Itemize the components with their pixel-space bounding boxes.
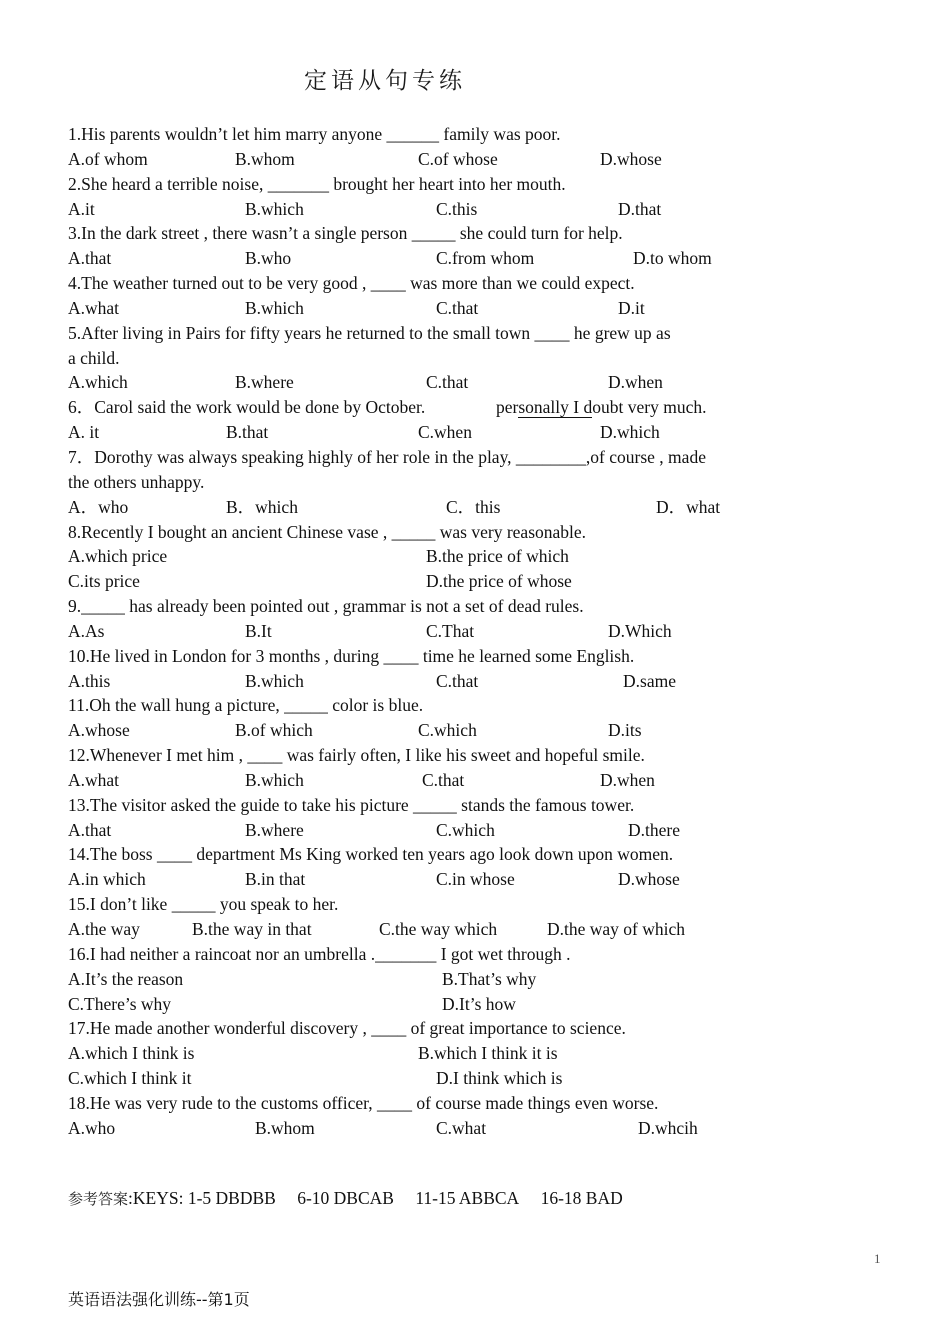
answer-option: D.Which: [608, 620, 672, 641]
question-line: 12.Whenever I met him , ____ was fairly often, I like his sweet and hopeful smile.: [68, 745, 645, 766]
options-row: [68, 246, 768, 271]
options-row: [68, 867, 768, 892]
question-text: 6．Carol said the work would be done by October.: [68, 397, 426, 418]
page-number: 1: [874, 1251, 881, 1266]
answer-option: D.the way of which: [547, 919, 686, 939]
options-row: [68, 296, 768, 321]
answer-option: C.which: [436, 819, 495, 840]
options-row: [68, 197, 768, 222]
answer-option: A.this: [68, 670, 111, 691]
question-line: 14.The boss ____ department Ms King worked ten years ago look down upon women.: [68, 844, 674, 865]
question-text-tail: [496, 395, 706, 420]
answer-option: C.the way which: [379, 919, 498, 939]
answer-option: B.which: [245, 198, 304, 219]
question-line: 15.I don’t like _____ you speak to her.: [68, 894, 339, 915]
answer-option: A.the way: [68, 919, 140, 939]
answer-option: C.its price: [68, 571, 140, 592]
options-row: [68, 992, 768, 1017]
options-row: [68, 818, 768, 843]
question-line: 2.She heard a terrible noise, _______ brought her heart into her mouth.: [68, 173, 566, 194]
answer-key-group-3: 11-15 ABBCA: [415, 1188, 520, 1208]
question-line: 13.The visitor asked the guide to take his picture _____ stands the famous tower.: [68, 794, 635, 815]
question-line: 18.He was very rude to the customs officer, ____ of course made things even worse.: [68, 1092, 659, 1113]
question-line: 1.His parents wouldn’t let him marry anyone ______ family was poor.: [68, 124, 561, 144]
question-line: 5.After living in Pairs for fifty years he returned to the small town ____ he grew up as: [68, 322, 671, 343]
options-row: [68, 544, 768, 569]
answer-option: D.whcih: [638, 1117, 698, 1138]
answer-option: C.which I think it: [68, 1068, 192, 1089]
answer-option: C.from whom: [436, 248, 535, 269]
answer-option: B.which: [245, 670, 304, 691]
answer-option: D．what: [656, 496, 721, 517]
question-line: 11.Oh the wall hung a picture, _____ color is blue.: [68, 695, 424, 716]
answer-option: C.when: [418, 422, 472, 443]
answer-option: B.which I think it is: [418, 1043, 558, 1064]
answer-option: C.that: [436, 297, 479, 318]
answer-key-group-2: 6-10 DBCAB: [297, 1188, 394, 1208]
answer-option: B．which: [226, 496, 298, 517]
answer-option: D.that: [618, 198, 662, 219]
answer-option: C.There’s why: [68, 993, 172, 1014]
question-line: the others unhappy.: [68, 471, 205, 492]
question-line: 17.He made another wonderful discovery , ____ of great importance to science.: [68, 1018, 626, 1039]
answer-option: D.the price of whose: [426, 571, 572, 592]
answer-option: B.It: [245, 620, 272, 641]
answer-option: B.in that: [245, 869, 306, 890]
options-row: [68, 669, 768, 694]
answer-option: A. it: [68, 422, 100, 443]
options-row: [68, 370, 768, 395]
answer-option: D.when: [600, 769, 655, 790]
exercise-list: [68, 122, 768, 1141]
question-fragment: per: [496, 397, 519, 418]
answer-key-label: 参考答案: [68, 1190, 129, 1208]
answer-option: D.whose: [600, 148, 662, 169]
answer-option: B.That’s why: [442, 968, 537, 989]
answer-option: C.that: [426, 372, 469, 393]
question-line: 8.Recently I bought an ancient Chinese vase , _____ was very reasonable.: [68, 521, 587, 542]
answer-option: A.that: [68, 819, 112, 840]
answer-option: D.It’s how: [442, 993, 516, 1014]
answer-option: B.who: [245, 248, 292, 269]
answer-option: B.which: [245, 297, 304, 318]
answer-option: B.that: [226, 422, 269, 443]
options-row: [68, 147, 768, 172]
answer-option: C.that: [436, 670, 479, 691]
answer-option: C.of whose: [418, 148, 498, 169]
answer-option: D.it: [618, 297, 645, 318]
page-title: 定语从句专练: [304, 68, 466, 94]
answer-option: A.As: [68, 620, 105, 641]
options-row: [68, 967, 768, 992]
answer-option: A.whose: [68, 720, 130, 741]
options-row: [68, 1041, 768, 1066]
underlined-text: sonally I d: [518, 397, 593, 418]
question-line: 10.He lived in London for 3 months , during ____ time he learned some English.: [68, 645, 635, 666]
answer-option: D.there: [628, 819, 680, 840]
answer-option: D.which: [600, 422, 660, 443]
answer-option: A.of whom: [68, 148, 148, 169]
question-line: [68, 395, 768, 420]
answer-key: [68, 1188, 640, 1209]
answer-option: B.where: [245, 819, 304, 840]
answer-option: B.whom: [235, 148, 295, 169]
answer-option: B.the way in that: [192, 919, 312, 939]
page-footer: 英语语法强化训练--第1页: [68, 1290, 250, 1309]
options-row: [68, 718, 768, 743]
answer-option: C.this: [436, 198, 478, 219]
question-line: 16.I had neither a raincoat nor an umbrella ._______ I got wet through .: [68, 943, 571, 964]
answer-option: B.of which: [235, 720, 313, 741]
answer-option: D.when: [608, 372, 663, 393]
answer-option: A.what: [68, 769, 120, 790]
question-line: a child.: [68, 347, 120, 368]
answer-option: A.It’s the reason: [68, 968, 184, 989]
answer-option: A.in which: [68, 869, 146, 890]
answer-option: C.which: [418, 720, 477, 741]
answer-option: A.that: [68, 248, 112, 269]
answer-option: A.which price: [68, 546, 168, 567]
answer-option: A.which: [68, 372, 128, 393]
question-line: 9._____ has already been pointed out , grammar is not a set of dead rules.: [68, 596, 584, 617]
answer-option: B.whom: [255, 1117, 315, 1138]
answer-option: D.I think which is: [436, 1068, 563, 1089]
options-row: [68, 768, 768, 793]
answer-option: C.in whose: [436, 869, 515, 890]
answer-option: A.who: [68, 1117, 116, 1138]
answer-option: A.it: [68, 198, 95, 219]
question-line: 4.The weather turned out to be very good , ____ was more than we could expect.: [68, 273, 635, 294]
answer-option: A．who: [68, 496, 129, 517]
answer-key-group-1: :KEYS: 1-5 DBDBB: [128, 1188, 276, 1208]
options-row: [68, 569, 768, 594]
answer-option: D.same: [623, 670, 676, 691]
answer-option: B.where: [235, 372, 294, 393]
answer-option: D.its: [608, 720, 642, 741]
answer-option: A.what: [68, 297, 120, 318]
answer-option: D.to whom: [633, 248, 712, 269]
options-row: [68, 1116, 768, 1141]
options-row: [68, 420, 768, 445]
options-row: [68, 1066, 768, 1091]
answer-option: C.That: [426, 620, 475, 641]
options-row: [68, 495, 768, 520]
answer-option: D.whose: [618, 869, 680, 890]
answer-option: A.which I think is: [68, 1043, 195, 1064]
answer-option: C.what: [436, 1117, 487, 1138]
question-line: 3.In the dark street , there wasn’t a single person _____ she could turn for help.: [68, 223, 623, 244]
answer-option: B.the price of which: [426, 546, 569, 567]
answer-option: C.that: [422, 769, 465, 790]
question-fragment: oubt very much.: [592, 397, 707, 418]
answer-option: B.which: [245, 769, 304, 790]
options-row: [68, 917, 768, 942]
question-line: 7．Dorothy was always speaking highly of her role in the play, ________,of course , made: [68, 446, 706, 467]
answer-key-group-4: 16-18 BAD: [540, 1188, 623, 1208]
options-row: [68, 619, 768, 644]
answer-option: C．this: [446, 496, 501, 517]
